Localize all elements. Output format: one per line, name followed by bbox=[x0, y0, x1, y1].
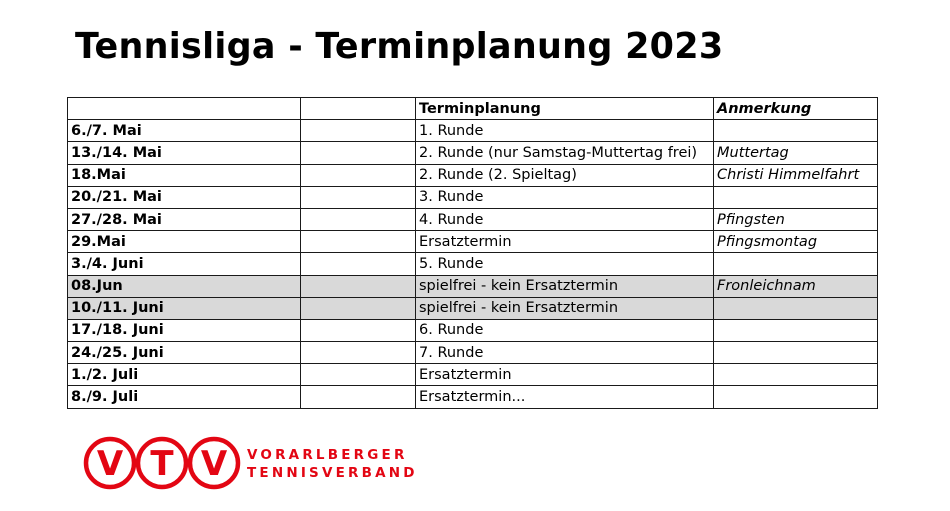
row-anmerkung bbox=[714, 297, 878, 319]
row-anmerkung: Fronleichnam bbox=[714, 275, 878, 297]
page-title: Tennisliga - Terminplanung 2023 bbox=[75, 26, 724, 67]
row-blank bbox=[301, 253, 416, 275]
logo-wordmark bbox=[247, 446, 418, 482]
row-terminplanung: 6. Runde bbox=[416, 319, 714, 341]
row-terminplanung: 3. Runde bbox=[416, 186, 714, 208]
row-blank bbox=[301, 275, 416, 297]
header-terminplanung: Terminplanung bbox=[416, 98, 714, 120]
row-date: 1./2. Juli bbox=[68, 364, 301, 386]
row-anmerkung: Pfingsmontag bbox=[714, 231, 878, 253]
table-header-row bbox=[68, 98, 878, 120]
row-blank bbox=[301, 386, 416, 408]
row-terminplanung: 7. Runde bbox=[416, 342, 714, 364]
logo-line-2: TENNISVERBAND bbox=[247, 465, 418, 481]
row-date: 3./4. Juni bbox=[68, 253, 301, 275]
row-anmerkung bbox=[714, 120, 878, 142]
table-row bbox=[68, 186, 878, 208]
row-terminplanung: spielfrei - kein Ersatztermin bbox=[416, 297, 714, 319]
header-date bbox=[68, 98, 301, 120]
row-terminplanung: 2. Runde (nur Samstag-Muttertag frei) bbox=[416, 142, 714, 164]
row-blank bbox=[301, 120, 416, 142]
row-anmerkung: Muttertag bbox=[714, 142, 878, 164]
row-date: 27./28. Mai bbox=[68, 208, 301, 230]
row-date: 08.Jun bbox=[68, 275, 301, 297]
row-anmerkung bbox=[714, 186, 878, 208]
table-row bbox=[68, 231, 878, 253]
logo-letter-t: T bbox=[150, 444, 174, 484]
row-anmerkung bbox=[714, 253, 878, 275]
header-anmerkung: Anmerkung bbox=[714, 98, 878, 120]
row-blank bbox=[301, 342, 416, 364]
table-row bbox=[68, 319, 878, 341]
logo-letter-v2: V bbox=[200, 444, 228, 484]
row-date: 18.Mai bbox=[68, 164, 301, 186]
table-row bbox=[68, 386, 878, 408]
row-terminplanung: Ersatztermin bbox=[416, 231, 714, 253]
table-row bbox=[68, 120, 878, 142]
row-terminplanung: Ersatztermin... bbox=[416, 386, 714, 408]
table-row bbox=[68, 142, 878, 164]
row-blank bbox=[301, 164, 416, 186]
row-blank bbox=[301, 364, 416, 386]
logo-letter-v1: V bbox=[96, 444, 124, 484]
row-blank bbox=[301, 231, 416, 253]
row-date: 10./11. Juni bbox=[68, 297, 301, 319]
row-anmerkung bbox=[714, 364, 878, 386]
row-terminplanung: 1. Runde bbox=[416, 120, 714, 142]
row-terminplanung: 4. Runde bbox=[416, 208, 714, 230]
row-anmerkung bbox=[714, 342, 878, 364]
row-anmerkung: Christi Himmelfahrt bbox=[714, 164, 878, 186]
table-row bbox=[68, 208, 878, 230]
row-date: 24./25. Juni bbox=[68, 342, 301, 364]
row-terminplanung: Ersatztermin bbox=[416, 364, 714, 386]
row-terminplanung: 5. Runde bbox=[416, 253, 714, 275]
row-date: 20./21. Mai bbox=[68, 186, 301, 208]
row-date: 13./14. Mai bbox=[68, 142, 301, 164]
row-blank bbox=[301, 319, 416, 341]
table-row bbox=[68, 253, 878, 275]
row-anmerkung bbox=[714, 319, 878, 341]
row-date: 6./7. Mai bbox=[68, 120, 301, 142]
row-terminplanung: spielfrei - kein Ersatztermin bbox=[416, 275, 714, 297]
row-date: 8./9. Juli bbox=[68, 386, 301, 408]
schedule-table bbox=[67, 97, 878, 409]
row-anmerkung bbox=[714, 386, 878, 408]
table-row bbox=[68, 364, 878, 386]
row-date: 17./18. Juni bbox=[68, 319, 301, 341]
row-blank bbox=[301, 297, 416, 319]
logo-line-1: VORARLBERGER bbox=[247, 447, 408, 463]
table-row bbox=[68, 275, 878, 297]
row-blank bbox=[301, 186, 416, 208]
row-terminplanung: 2. Runde (2. Spieltag) bbox=[416, 164, 714, 186]
table-row bbox=[68, 342, 878, 364]
row-anmerkung: Pfingsten bbox=[714, 208, 878, 230]
table-row bbox=[68, 164, 878, 186]
header-blank bbox=[301, 98, 416, 120]
table-row bbox=[68, 297, 878, 319]
row-blank bbox=[301, 208, 416, 230]
vtv-logo-icon bbox=[82, 435, 242, 491]
row-blank bbox=[301, 142, 416, 164]
row-date: 29.Mai bbox=[68, 231, 301, 253]
